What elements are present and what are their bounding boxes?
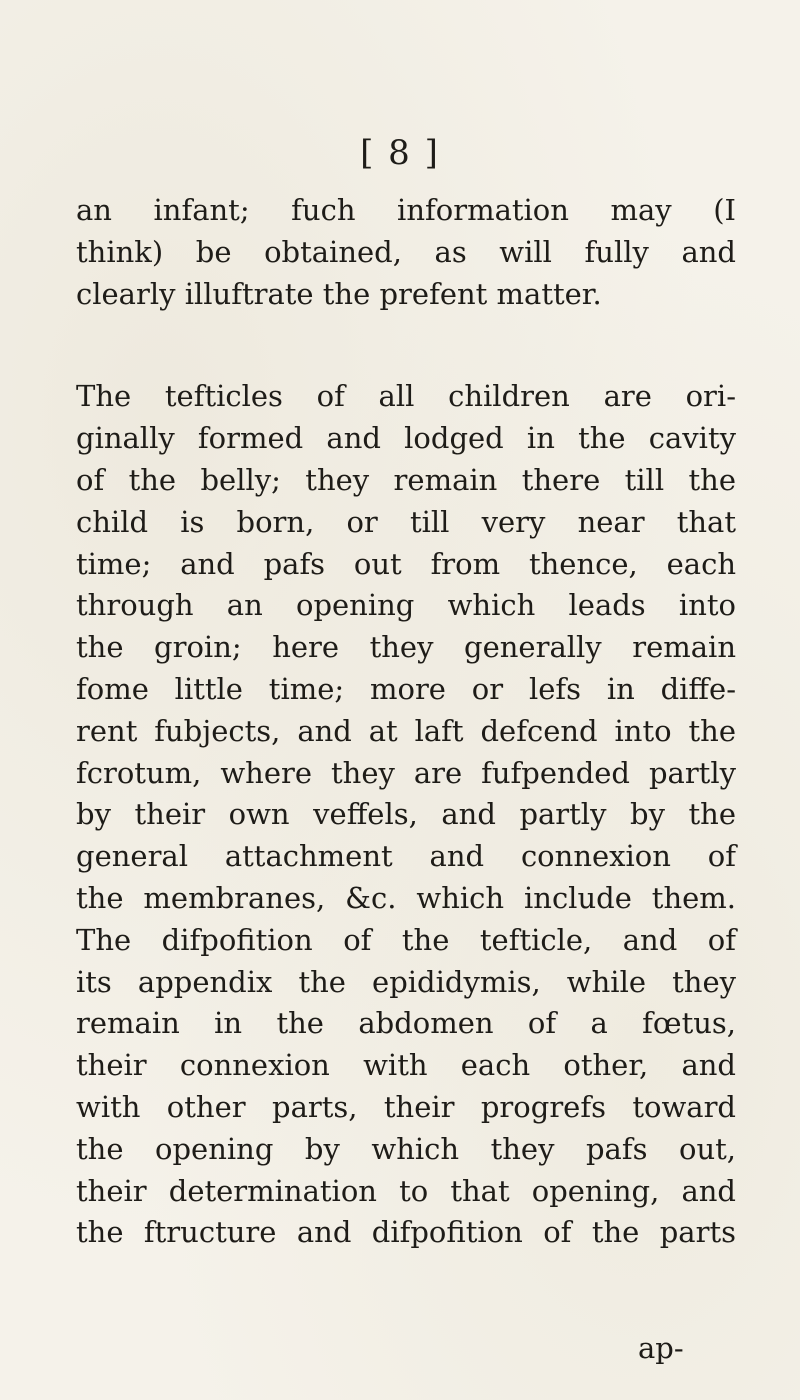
text-line: clearly illuftrate the prefent matter. <box>76 276 602 311</box>
text-line: by their own veffels, and partly by the <box>76 797 736 832</box>
text-line: its appendix the epididymis, while they <box>76 964 736 999</box>
text-line: of the belly; they remain there till the <box>76 462 736 497</box>
text-line: the ftructure and difpofition of the parts <box>76 1215 736 1250</box>
body-text <box>76 190 736 1254</box>
text-line: fome little time; more or lefs in diffe- <box>76 671 736 706</box>
text-line: an infant; fuch information may (I <box>76 193 736 227</box>
paragraph-1 <box>76 190 736 315</box>
text-line: the membranes, &c. which include them. <box>76 880 736 915</box>
paragraph-2 <box>76 376 736 1254</box>
text-line: through an opening which leads into <box>76 588 736 623</box>
text-line: the groin; here they generally remain <box>76 630 736 665</box>
paragraph-gap <box>76 315 736 376</box>
text-line: the opening by which they pafs out, <box>76 1131 736 1166</box>
catchword: ap- <box>638 1331 684 1365</box>
text-line: fcrotum, where they are fufpended partly <box>76 755 736 790</box>
text-line: rent fubjects, and at laft defcend into the <box>76 713 736 748</box>
text-line: with other parts, their progrefs toward <box>76 1089 736 1124</box>
page-number-header: [ 8 ] <box>360 133 440 173</box>
text-line: ginally formed and lodged in the cavity <box>76 421 736 456</box>
text-line: think) be obtained, as will fully and <box>76 234 736 269</box>
text-line: general attachment and connexion of <box>76 839 736 874</box>
text-line: their connexion with each other, and <box>76 1048 736 1083</box>
text-line: their determination to that opening, and <box>76 1173 736 1208</box>
text-line: The tefticles of all children are ori- <box>76 379 736 414</box>
text-line: child is born, or till very near that <box>76 504 736 539</box>
text-line: The difpofition of the tefticle, and of <box>76 922 736 957</box>
text-line: remain in the abdomen of a fœtus, <box>76 1006 736 1041</box>
text-line: time; and pafs out from thence, each <box>76 546 736 581</box>
